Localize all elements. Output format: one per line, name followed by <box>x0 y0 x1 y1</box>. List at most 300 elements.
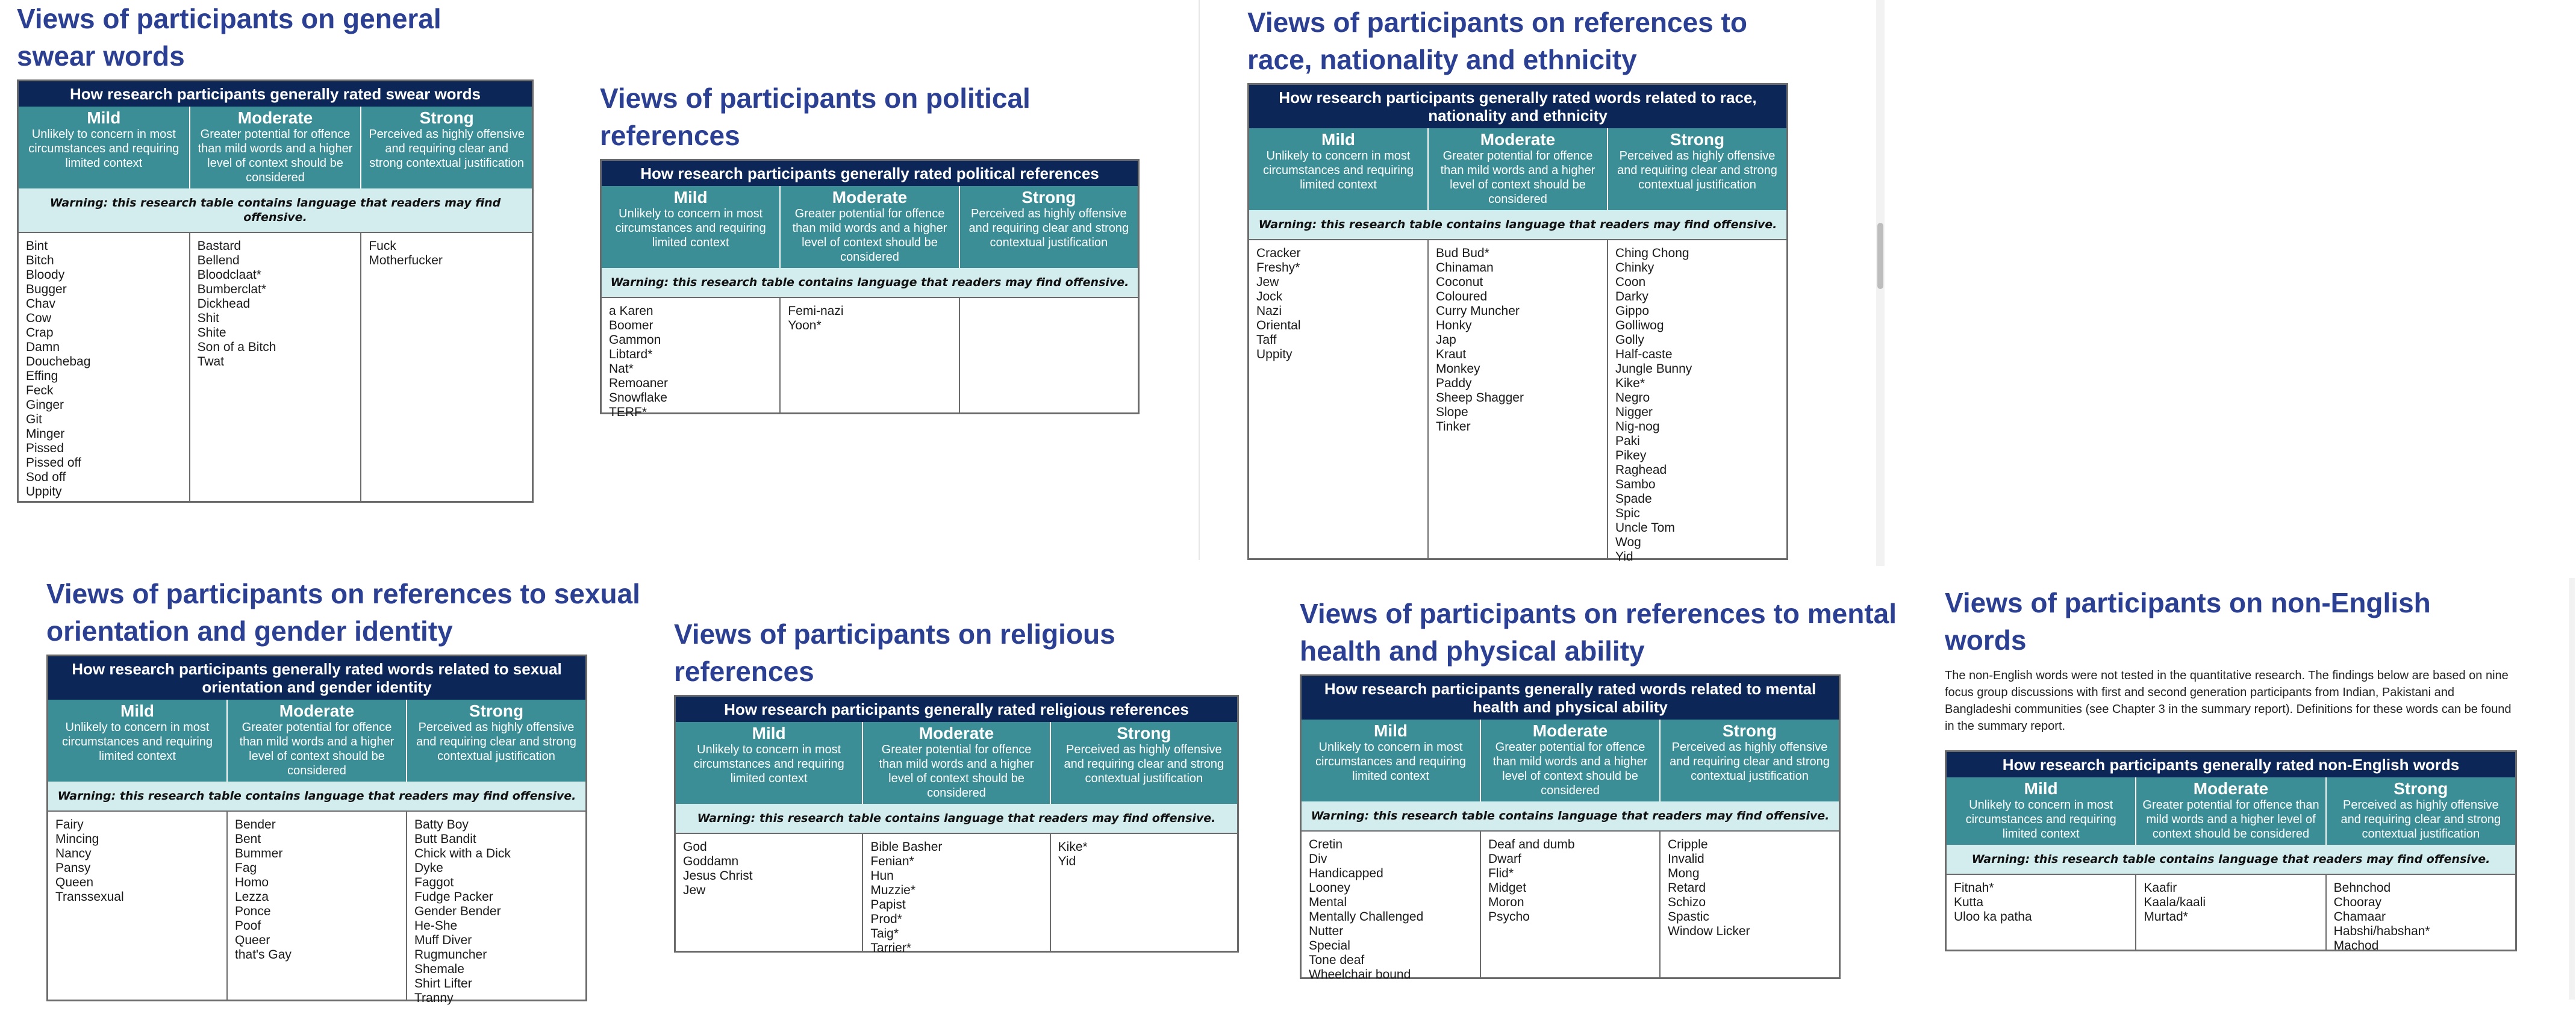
list-item: Tinker <box>1436 420 1471 434</box>
category-header <box>1947 777 2515 845</box>
list-item: Cretin <box>1309 838 1343 851</box>
list-item: Butt Bandit <box>414 832 476 846</box>
list-item: Uncle Tom <box>1615 521 1675 535</box>
list-item: Chinky <box>1615 261 1654 275</box>
list-item: Pikey <box>1615 449 1647 462</box>
list-item: Spic <box>1615 506 1640 520</box>
column-moderate <box>1427 240 1607 558</box>
list-item: a Karen <box>609 304 653 318</box>
list-item: Effing <box>26 369 58 383</box>
list-item: Kraut <box>1436 347 1467 361</box>
list-item: Bible Basher <box>870 840 943 854</box>
list-item: Shit <box>197 311 219 325</box>
list-item: God <box>683 840 707 854</box>
list-item: Sambo <box>1615 477 1656 491</box>
list-item: Femi-nazi <box>788 304 844 318</box>
list-item: Bint <box>26 239 48 253</box>
list-item: Papist <box>870 898 906 912</box>
list-item: Fag <box>235 861 257 875</box>
list-item: Oriental <box>1256 319 1301 332</box>
word-columns <box>602 297 1138 419</box>
category-name: Moderate <box>918 724 994 742</box>
category-moderate <box>1480 720 1659 801</box>
word-list <box>683 840 855 898</box>
list-item: Jew <box>1256 275 1279 289</box>
category-strong <box>1050 722 1237 804</box>
list-item: Dwarf <box>1488 852 1521 866</box>
table-title: How research participants generally rated words related to sexual orientation and gender identity <box>48 656 585 700</box>
category-strong <box>406 700 585 782</box>
category-strong <box>959 186 1138 268</box>
list-item: Uppity <box>26 485 62 499</box>
list-item: Curry Muncher <box>1436 304 1520 318</box>
category-desc: Perceived as highly offensive and requiring clear and strong contextual justification <box>1064 743 1224 785</box>
list-item: Tone deaf <box>1309 953 1365 967</box>
column-strong <box>1050 834 1237 951</box>
word-list <box>198 239 354 369</box>
list-item: Faggot <box>414 876 454 889</box>
column-strong <box>959 298 1138 412</box>
list-item: Goddamn <box>683 854 739 868</box>
list-item: Mincing <box>55 832 99 846</box>
warning-banner: Warning: this research table contains language that readers may find offensive. <box>602 268 1138 297</box>
category-mild <box>676 722 862 804</box>
word-list <box>414 818 578 1006</box>
list-item: Poof <box>235 919 261 933</box>
category-moderate <box>226 700 406 782</box>
warning-banner: Warning: this research table contains language that readers may find offensive. <box>19 188 532 232</box>
word-columns <box>48 810 585 1005</box>
category-mild <box>602 186 779 268</box>
category-desc: Perceived as highly offensive and requiring clear and strong contextual justification <box>1617 149 1777 191</box>
category-desc: Unlikely to concern in most circumstances and requiring limited context <box>28 128 179 170</box>
list-item: Gammon <box>609 333 661 347</box>
warning-banner: Warning: this research table contains language that readers may find offensive. <box>48 782 585 810</box>
list-item: Schizo <box>1668 895 1706 909</box>
word-list <box>369 239 525 268</box>
category-desc: Unlikely to concern in most circumstances and requiring limited context <box>693 743 844 785</box>
list-item: Jap <box>1436 333 1456 347</box>
list-item: Sheep Shagger <box>1436 391 1524 405</box>
list-item: Sod off <box>26 470 66 484</box>
category-header <box>48 700 585 782</box>
column-mild <box>676 834 862 951</box>
list-item: Bumberclat* <box>197 282 267 296</box>
list-item: Bugger <box>26 282 67 296</box>
list-item: Half-caste <box>1615 347 1673 361</box>
list-item: Mong <box>1668 866 1700 880</box>
list-item: Bellend <box>197 254 240 267</box>
category-name: Moderate <box>832 188 908 207</box>
rating-table <box>600 159 1140 419</box>
word-list <box>2334 881 2508 953</box>
category-moderate <box>862 722 1049 804</box>
list-item: Ginger <box>26 398 64 412</box>
list-item: Taig* <box>870 927 899 941</box>
category-desc: Perceived as highly offensive and requiring clear and strong contextual justification <box>369 128 525 170</box>
list-item: Negro <box>1615 391 1650 405</box>
list-item: Div <box>1309 852 1327 866</box>
category-strong <box>1659 720 1839 801</box>
list-item: Snowflake <box>609 391 667 405</box>
category-mild <box>19 107 189 188</box>
list-item: Tarrier* <box>870 941 912 955</box>
word-columns <box>1302 830 1839 981</box>
list-item: Paddy <box>1436 376 1472 390</box>
rating-table <box>17 79 534 503</box>
list-item: Boomer <box>609 319 653 332</box>
column-strong <box>2325 875 2515 953</box>
list-item: Jesus Christ <box>683 869 753 883</box>
category-desc: Greater potential for offence than mild words and a higher level of context should be considered <box>239 721 395 777</box>
list-item: Fairy <box>55 818 84 832</box>
word-list <box>1256 246 1420 362</box>
panel-heading: Views of participants on political references <box>600 82 1031 151</box>
warning-banner: Warning: this research table contains language that readers may find offensive. <box>1947 845 2515 874</box>
list-item: Coloured <box>1436 290 1488 303</box>
list-item: Chinaman <box>1436 261 1494 275</box>
list-item: Transsexual <box>55 890 124 904</box>
category-header <box>676 722 1237 804</box>
panel-religious-references <box>674 615 1239 953</box>
list-item: Retard <box>1668 881 1706 895</box>
list-item: Wog <box>1615 535 1641 549</box>
list-item: Shirt Lifter <box>414 977 472 991</box>
list-item: Behnchod <box>2333 881 2391 895</box>
list-item: Dickhead <box>197 297 251 311</box>
list-item: that's Gay <box>235 948 292 962</box>
column-mild <box>19 233 189 501</box>
list-item: Jock <box>1256 290 1283 303</box>
list-item: Yid <box>1058 854 1076 868</box>
list-item: Ching Chong <box>1615 246 1689 260</box>
list-item: Gender Bender <box>414 904 501 918</box>
category-desc: Greater potential for offence than mild words and a higher level of context should be considered <box>198 128 353 184</box>
list-item: Looney <box>1309 881 1350 895</box>
list-item: Kaala/kaali <box>2144 895 2206 909</box>
list-item: Muff Diver <box>414 933 472 947</box>
panel-heading: Views of participants on non-English words <box>1945 587 2431 656</box>
category-moderate <box>189 107 361 188</box>
list-item: Flid* <box>1488 866 1514 880</box>
list-item: Mental <box>1309 895 1347 909</box>
list-item: Douchebag <box>26 355 91 369</box>
scrollbar-track-right[interactable] <box>2569 578 2575 1000</box>
table-title: How research participants generally rated words related to race, nationality and ethnicity <box>1249 85 1786 128</box>
list-item: Bender <box>235 818 276 832</box>
list-item: Batty Boy <box>414 818 469 832</box>
list-item: Taff <box>1256 333 1277 347</box>
list-item: Fudge Packer <box>414 890 493 904</box>
category-name: Mild <box>673 188 708 207</box>
table-title: How research participants generally rated words related to mental health and physical ability <box>1302 676 1839 720</box>
list-item: Pissed <box>26 441 64 455</box>
list-item: Handicapped <box>1309 866 1383 880</box>
list-item: Bloodclaat* <box>197 268 261 282</box>
warning-banner: Warning: this research table contains language that readers may find offensive. <box>1302 801 1839 830</box>
list-item: Muzzie* <box>870 883 916 897</box>
category-desc: Greater potential for offence than mild words and a higher level of context should be considered <box>2142 798 2319 841</box>
column-moderate <box>2135 875 2325 950</box>
column-moderate <box>226 812 406 1000</box>
list-item: Golly <box>1615 333 1644 347</box>
list-item: Psycho <box>1488 910 1530 924</box>
category-desc: Unlikely to concern in most circumstances and requiring limited context <box>1315 741 1467 783</box>
list-item: Chick with a Dick <box>414 847 511 860</box>
list-item: Prod* <box>870 912 902 926</box>
category-name: Moderate <box>237 108 313 127</box>
word-columns <box>1249 239 1786 564</box>
category-desc: Unlikely to concern in most circumstances and requiring limited context <box>61 721 213 763</box>
word-list <box>1058 840 1230 869</box>
rating-table <box>1945 750 2517 951</box>
word-list <box>55 818 219 904</box>
category-desc: Perceived as highly offensive and requiring clear and strong contextual justification <box>416 721 576 763</box>
list-item: Homo <box>235 876 269 889</box>
category-name: Mild <box>120 701 154 720</box>
list-item: Libtard* <box>609 347 653 361</box>
column-strong <box>406 812 585 1005</box>
list-item: Nazi <box>1256 304 1282 318</box>
rating-table <box>1300 674 1841 979</box>
list-item: Raghead <box>1615 463 1667 477</box>
panel-heading: Views of participants on references to mental health and physical ability <box>1300 598 1897 667</box>
list-item: Queer <box>235 933 270 947</box>
panel-mental-health <box>1300 595 1897 981</box>
list-item: Damn <box>26 340 60 354</box>
list-item: Jungle Bunny <box>1615 362 1692 376</box>
word-list <box>1954 881 2128 924</box>
column-mild <box>602 298 779 419</box>
category-mild <box>1302 720 1480 801</box>
category-desc: Perceived as highly offensive and requiring clear and strong contextual justification <box>1670 741 1830 783</box>
list-item: Monkey <box>1436 362 1480 376</box>
list-item: Habshi/habshan* <box>2333 924 2430 938</box>
list-item: Dyke <box>414 861 443 875</box>
list-item: Kaafir <box>2144 881 2177 895</box>
page-divider <box>1199 0 1200 560</box>
column-mild <box>1947 875 2135 950</box>
list-item: Bent <box>235 832 261 846</box>
list-item: Kike* <box>1615 376 1645 390</box>
category-desc: Greater potential for offence than mild words and a higher level of context should be considered <box>879 743 1034 800</box>
list-item: Window Licker <box>1668 924 1750 938</box>
panel-heading: Views of participants on references to race, nationality and ethnicity <box>1247 7 1747 75</box>
list-item: Mentally Challenged <box>1309 910 1424 924</box>
word-columns <box>19 232 532 501</box>
category-mild <box>48 700 226 782</box>
rating-table <box>674 695 1239 953</box>
list-item: Bloody <box>26 268 65 282</box>
list-item: He-She <box>414 919 458 933</box>
category-name: Moderate <box>1480 130 1556 149</box>
warning-banner: Warning: this research table contains language that readers may find offensive. <box>676 804 1237 833</box>
list-item: Rugmuncher <box>414 948 487 962</box>
panel-heading: Views of participants on general swear words <box>17 3 441 72</box>
list-item: Nancy <box>55 847 92 860</box>
list-item: TERF* <box>609 405 647 419</box>
category-strong <box>2325 777 2515 845</box>
list-item: Nigger <box>1615 405 1653 419</box>
panel-political-references <box>600 79 1140 419</box>
category-mild <box>1249 128 1427 210</box>
list-item: Gippo <box>1615 304 1650 318</box>
list-item: Feck <box>26 384 54 397</box>
list-item: Moron <box>1488 895 1524 909</box>
category-name: Strong <box>2394 779 2448 798</box>
word-list <box>1668 838 1832 939</box>
list-item: Queen <box>55 876 94 889</box>
word-columns <box>676 833 1237 955</box>
list-item: Chooray <box>2333 895 2382 909</box>
list-item: Shite <box>197 326 226 340</box>
word-list <box>2144 881 2318 924</box>
word-list <box>1309 838 1473 982</box>
list-item: Cracker <box>1256 246 1301 260</box>
category-header <box>1302 720 1839 801</box>
list-item: Chamaar <box>2333 910 2386 924</box>
category-moderate <box>779 186 958 268</box>
list-item: Coon <box>1615 275 1646 289</box>
list-item: Pansy <box>55 861 91 875</box>
column-strong <box>1659 832 1839 977</box>
column-moderate <box>189 233 361 501</box>
list-item: Bummer <box>235 847 283 860</box>
list-item: Crap <box>26 326 54 340</box>
scrollbar-thumb[interactable] <box>1877 223 1883 289</box>
list-item: Golliwog <box>1615 319 1664 332</box>
list-item: Cripple <box>1668 838 1708 851</box>
list-item: Fenian* <box>870 854 914 868</box>
list-item: Midget <box>1488 881 1527 895</box>
word-list <box>609 304 772 420</box>
list-item: Kike* <box>1058 840 1088 854</box>
table-title: How research participants generally rated religious references <box>676 697 1237 722</box>
column-moderate <box>779 298 958 412</box>
list-item: Honky <box>1436 319 1472 332</box>
word-columns <box>1947 874 2515 953</box>
category-header <box>19 107 532 188</box>
list-item: Fitnah* <box>1954 881 1994 895</box>
category-name: Mild <box>87 108 121 127</box>
category-name: Strong <box>419 108 474 127</box>
list-item: Minger <box>26 427 65 441</box>
word-list <box>788 304 951 333</box>
list-item: Invalid <box>1668 852 1704 866</box>
list-item: Chav <box>26 297 56 311</box>
list-item: Darky <box>1615 290 1648 303</box>
word-list <box>26 239 182 499</box>
category-desc: Greater potential for offence than mild words and a higher level of context should be considered <box>1440 149 1595 206</box>
panel-heading: Views of participants on religious references <box>674 618 1115 687</box>
category-desc: Greater potential for offence than mild words and a higher level of context should be considered <box>1492 741 1648 797</box>
list-item: Nig-nog <box>1615 420 1660 434</box>
list-item: Remoaner <box>609 376 669 390</box>
list-item: Kutta <box>1954 895 1984 909</box>
list-item: Machod <box>2333 939 2379 953</box>
rating-table <box>46 655 587 1005</box>
list-item: Nutter <box>1309 924 1344 938</box>
panel-non-english <box>1945 584 2517 951</box>
list-item: Bitch <box>26 254 54 267</box>
column-mild <box>1302 832 1480 981</box>
category-name: Strong <box>1021 188 1076 207</box>
category-strong <box>1607 128 1786 210</box>
list-item: Uloo ka patha <box>1954 910 2032 924</box>
word-list <box>1615 246 1779 564</box>
category-name: Mild <box>2024 779 2058 798</box>
list-item: Freshy* <box>1256 261 1300 275</box>
column-mild <box>48 812 226 1000</box>
column-moderate <box>862 834 1049 955</box>
category-mild <box>1947 777 2135 845</box>
category-moderate <box>1427 128 1607 210</box>
category-name: Strong <box>1670 130 1725 149</box>
category-name: Moderate <box>1532 721 1608 740</box>
category-name: Strong <box>1117 724 1171 742</box>
category-header <box>602 186 1138 268</box>
list-item: Yoon* <box>788 319 822 332</box>
panel-race-references <box>1247 4 1788 564</box>
list-item: Lezza <box>235 890 269 904</box>
word-list <box>870 840 1042 956</box>
category-desc: Unlikely to concern in most circumstances and requiring limited context <box>1262 149 1414 191</box>
list-item: Deaf and dumb <box>1488 838 1575 851</box>
category-desc: Perceived as highly offensive and requiring clear and strong contextual justification <box>968 207 1129 249</box>
rating-table <box>1247 83 1788 564</box>
category-desc: Unlikely to concern in most circumstances and requiring limited context <box>1965 798 2116 841</box>
category-strong <box>360 107 532 188</box>
list-item: Git <box>26 412 42 426</box>
list-item: Spade <box>1615 492 1652 506</box>
category-header <box>1249 128 1786 210</box>
table-title: How research participants generally rated political references <box>602 161 1138 186</box>
intro-paragraph: The non-English words were not tested in the quantitative research. The findings below are based on nine focus group discussions with first and second generation participants from Indian, Pakistani and Bangladeshi communities (see Chapter 3 in the summary report). Definitions for these words can be found in the summary report. <box>1945 669 2512 733</box>
category-name: Moderate <box>2193 779 2269 798</box>
column-moderate <box>1480 832 1659 977</box>
list-item: Slope <box>1436 405 1468 419</box>
list-item: Uppity <box>1256 347 1293 361</box>
warning-banner: Warning: this research table contains language that readers may find offensive. <box>1249 210 1786 239</box>
list-item: Twat <box>197 355 225 369</box>
list-item: Special <box>1309 939 1350 953</box>
list-item: Son of a Bitch <box>197 340 276 354</box>
column-strong <box>1607 240 1786 564</box>
category-desc: Unlikely to concern in most circumstances and requiring limited context <box>615 207 766 249</box>
list-item: Fuck <box>369 239 396 253</box>
list-item: Shemale <box>414 962 464 976</box>
table-title: How research participants generally rated non-English words <box>1947 752 2515 777</box>
table-title: How research participants generally rated swear words <box>19 81 532 107</box>
category-moderate <box>2135 777 2325 845</box>
panel-swear-words <box>17 0 534 503</box>
category-name: Mild <box>752 724 786 742</box>
column-mild <box>1249 240 1427 558</box>
list-item: Nat* <box>609 362 634 376</box>
list-item: Paki <box>1615 434 1640 448</box>
word-list <box>1488 838 1652 924</box>
category-desc: Greater potential for offence than mild words and a higher level of context should be considered <box>792 207 947 264</box>
list-item: Wheelchair bound <box>1309 968 1411 981</box>
category-name: Strong <box>469 701 524 720</box>
list-item: Cow <box>26 311 52 325</box>
list-item: Murtad* <box>2144 910 2188 924</box>
panel-heading: Views of participants on references to sexual orientation and gender identity <box>46 578 640 647</box>
category-name: Strong <box>1722 721 1777 740</box>
category-name: Moderate <box>279 701 355 720</box>
list-item: Jew <box>683 883 706 897</box>
word-list <box>235 818 399 962</box>
